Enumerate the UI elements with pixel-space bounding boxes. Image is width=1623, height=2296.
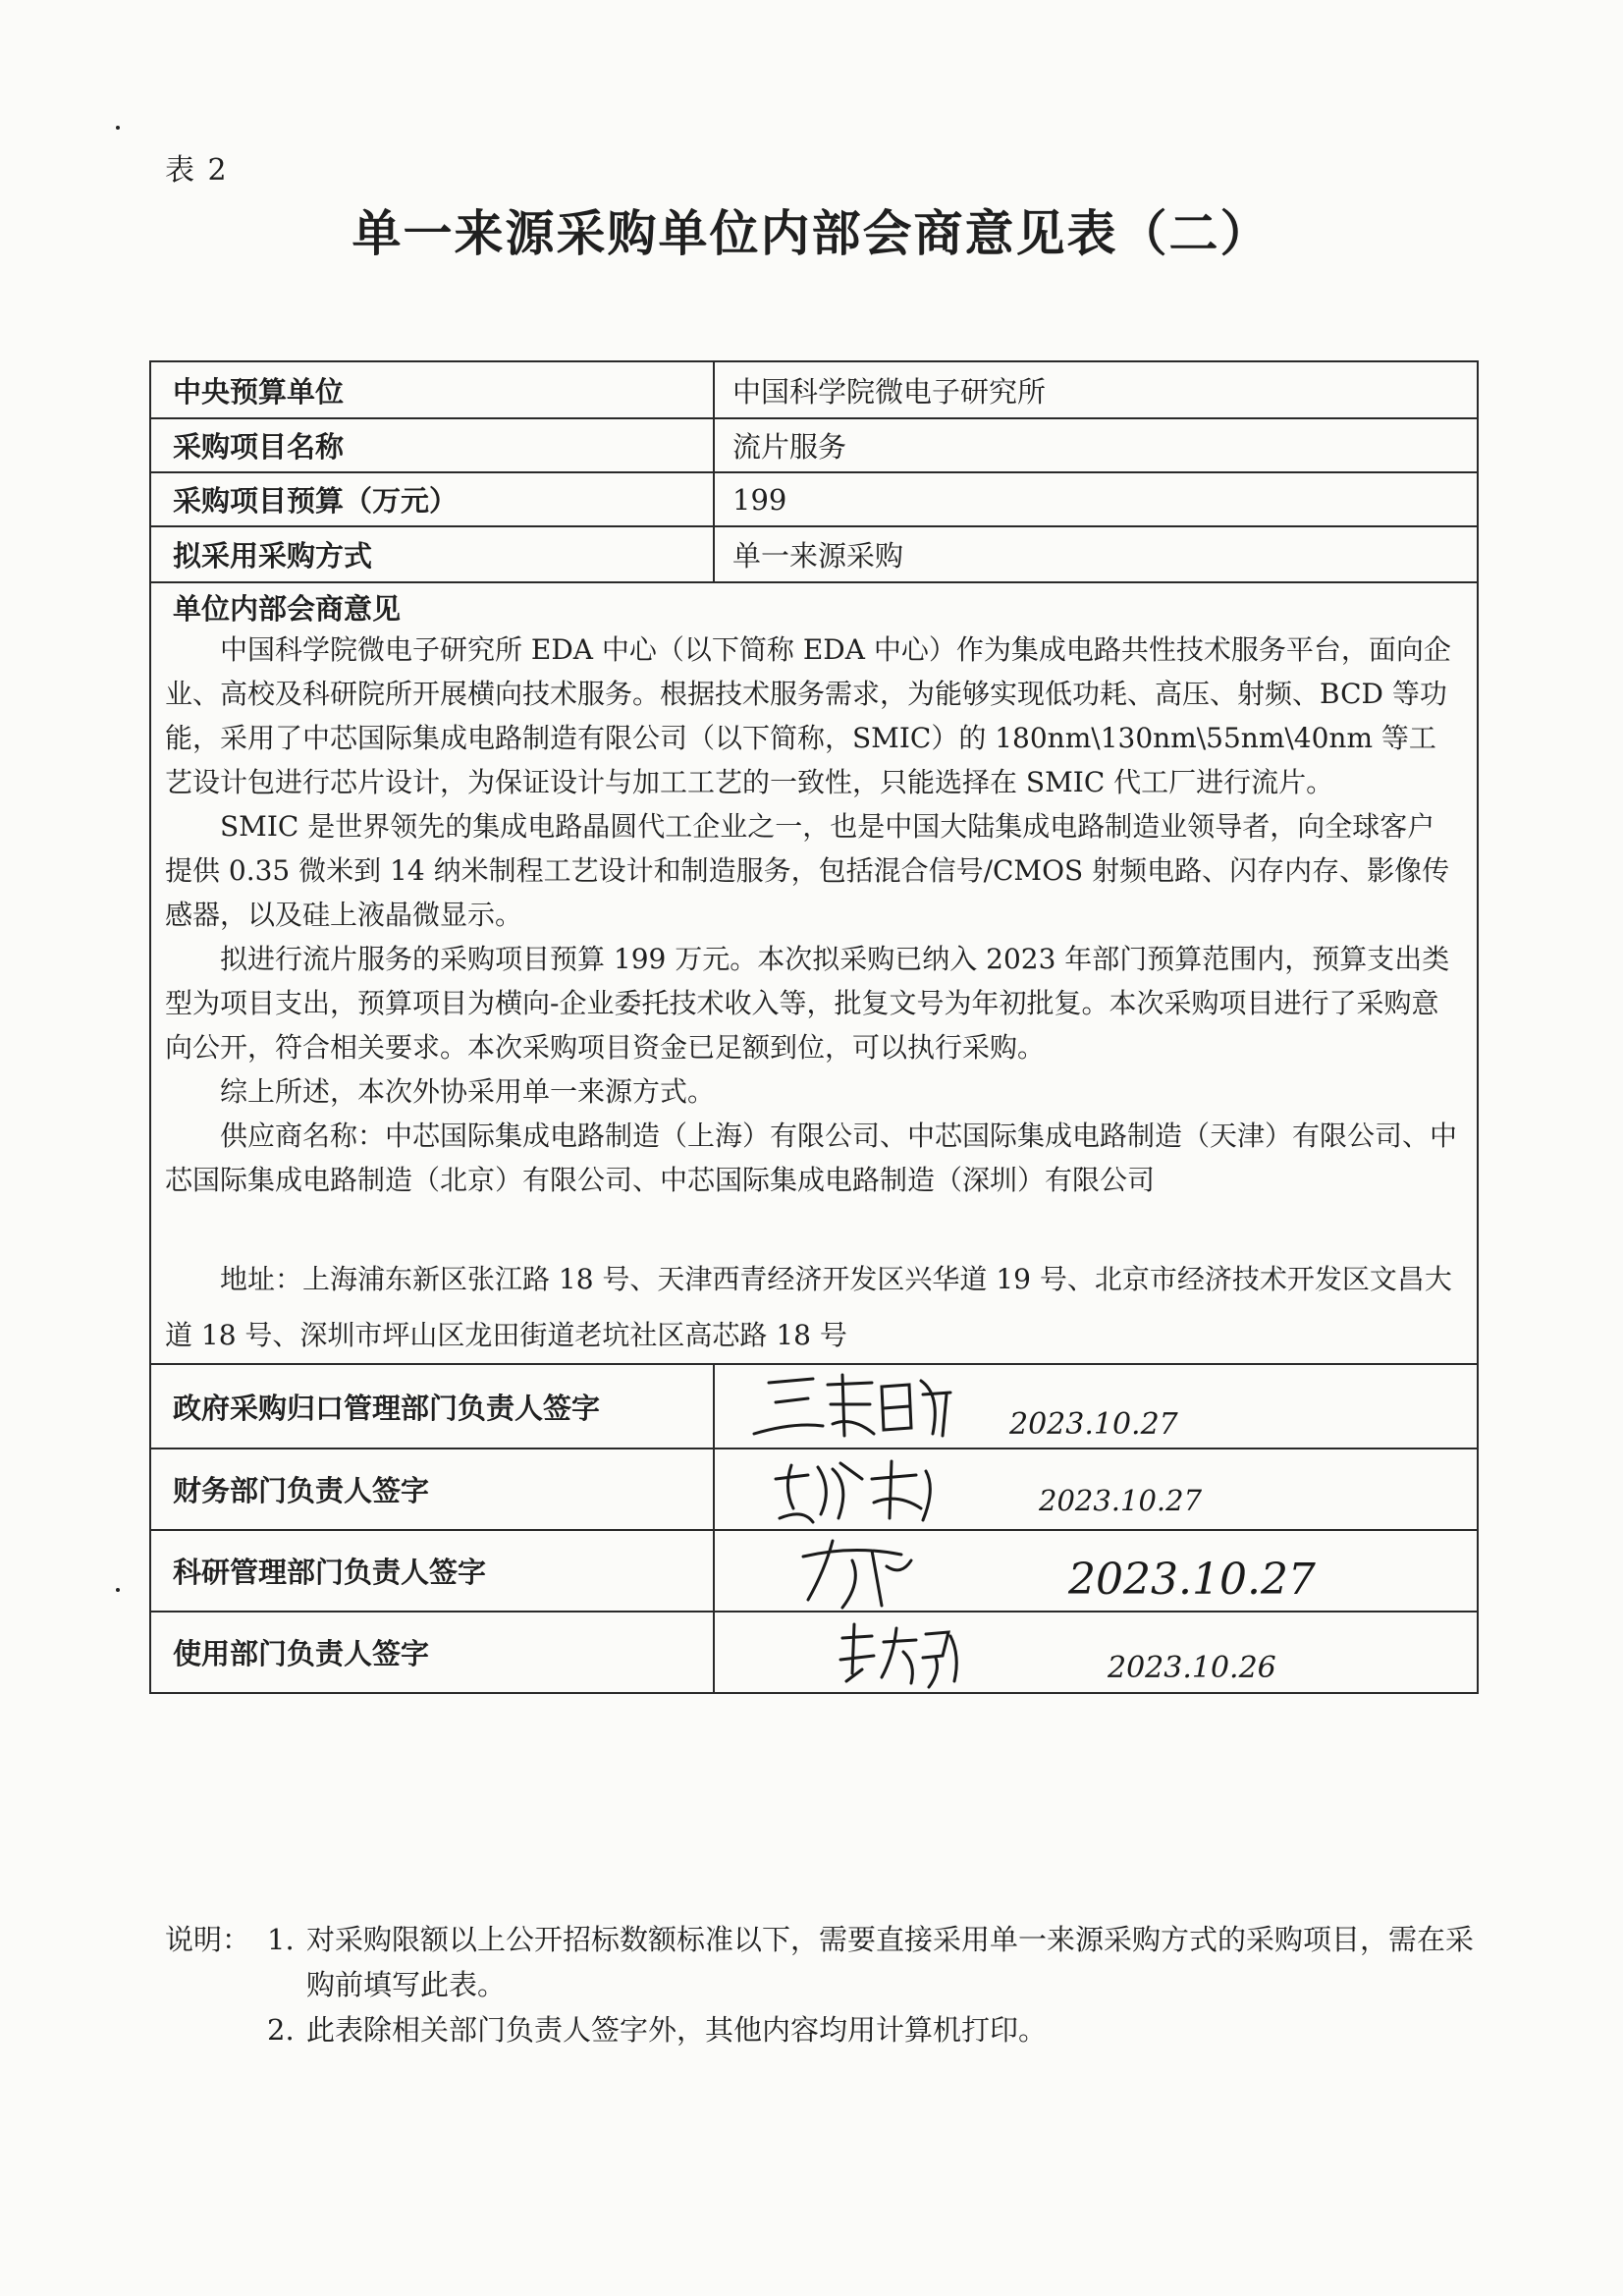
signature-label: 政府采购归口管理部门负责人签字: [150, 1364, 714, 1449]
signature-row: [150, 1364, 1478, 1449]
opinion-paragraph: SMIC 是世界领先的集成电路晶圆代工企业之一，也是中国大陆集成电路制造业领导者，向全球客户提供 0.35 微米到 14 纳米制程工艺设计和制造服务，包括混合信号/CMOS 射频电路、闪存内存、影像传感器，以及硅上液晶微显示。: [165, 810, 1450, 931]
field-row-project-budget: [150, 472, 1478, 526]
signature-label: 财务部门负责人签字: [150, 1449, 714, 1530]
handwritten-signature: [715, 1613, 1479, 1694]
signature-cell: [714, 1530, 1478, 1612]
handwritten-signature: [715, 1531, 1479, 1613]
table-number: 表 2: [165, 153, 229, 188]
opinion-paragraph: 综上所述，本次外协采用单一来源方式。: [220, 1075, 716, 1108]
consultation-form: [149, 360, 1479, 1694]
field-label: 拟采用采购方式: [150, 526, 714, 582]
opinion-paragraph: 中国科学院微电子研究所 EDA 中心（以下简称 EDA 中心）作为集成电路共性技术服务平台，面向企业、高校及科研院所开展横向技术服务。根据技术服务需求，为能够实现低功耗、高压、射频、BCD 等功能，采用了中芯国际集成电路制造有限公司（以下简称，SMIC）的 180nm\130nm\55nm\40nm 等工艺设计包进行芯片设计，为保证设计与加工工艺的一致性，只能选择在 SMIC 代工厂进行流片。: [165, 633, 1451, 798]
note-item: [165, 1917, 1481, 2007]
field-value: 流片服务: [714, 418, 1478, 472]
signature-label: 使用部门负责人签字: [150, 1612, 714, 1693]
field-row-project-name: [150, 418, 1478, 472]
field-label: 采购项目名称: [150, 418, 714, 472]
note-text: 此表除相关部门负责人签字外，其他内容均用计算机打印。: [306, 2013, 1048, 2047]
note-number: 2.: [267, 2013, 295, 2047]
signature-cell: [714, 1612, 1478, 1693]
opinion-body: [151, 628, 1477, 1363]
handwritten-signature: [715, 1365, 1479, 1449]
signature-row: [150, 1612, 1478, 1693]
opinion-paragraph: 供应商名称：中芯国际集成电路制造（上海）有限公司、中芯国际集成电路制造（天津）有限公司、中芯国际集成电路制造（北京）有限公司、中芯国际集成电路制造（深圳）有限公司: [165, 1120, 1458, 1196]
document-title: 单一来源采购单位内部会商意见表（二）: [352, 205, 1271, 262]
field-label: 中央预算单位: [150, 361, 714, 418]
opinion-paragraph: 地址：上海浦东新区张江路 18 号、天津西青经济开发区兴华道 19 号、北京市经济技术开发区文昌大道 18 号、深圳市坪山区龙田街道老坑社区高芯路 18 号: [165, 1263, 1452, 1351]
field-label: 采购项目预算（万元）: [150, 472, 714, 526]
field-value: 单一来源采购: [714, 526, 1478, 582]
field-row-budget-unit: [150, 361, 1478, 418]
signature-cell: [714, 1449, 1478, 1530]
field-value: 中国科学院微电子研究所: [714, 361, 1478, 418]
opinion-row: [150, 582, 1478, 1364]
svg-text:2023.10.27: 2023.10.27: [1039, 1484, 1203, 1517]
field-row-procurement-method: [150, 526, 1478, 582]
svg-text:2023.10.27: 2023.10.27: [1009, 1407, 1178, 1442]
field-value: 199: [714, 472, 1478, 526]
signature-row: [150, 1530, 1478, 1612]
opinion-paragraph: 拟进行流片服务的采购项目预算 199 万元。本次拟采购已纳入 2023 年部门预算范围内，预算支出类型为项目支出，预算项目为横向-企业委托技术收入等，批复文号为年初批复。本次采购项目进行了采购意向公开，符合相关要求。本次采购项目资金已足额到位，可以执行采购。: [165, 943, 1450, 1064]
opinion-cell: [150, 582, 1478, 1364]
note-text: 对采购限额以上公开招标数额标准以下，需要直接采用单一来源采购方式的采购项目，需在采购前填写此表。: [306, 1923, 1475, 2001]
opinion-heading: 单位内部会商意见: [173, 592, 402, 626]
signature-label: 科研管理部门负责人签字: [150, 1530, 714, 1612]
notes: [165, 1917, 1481, 2052]
scan-dot: [116, 1588, 120, 1592]
signature-cell: [714, 1364, 1478, 1449]
svg-text:2023.10.27: 2023.10.27: [1068, 1555, 1316, 1605]
signature-row: [150, 1449, 1478, 1530]
scan-dot: [116, 126, 120, 130]
handwritten-signature: [715, 1449, 1479, 1531]
notes-prefix: 说明：: [165, 1923, 251, 1956]
note-number: 1.: [267, 1923, 295, 1956]
note-item: [165, 2007, 1481, 2052]
svg-text:2023.10.26: 2023.10.26: [1108, 1651, 1276, 1685]
